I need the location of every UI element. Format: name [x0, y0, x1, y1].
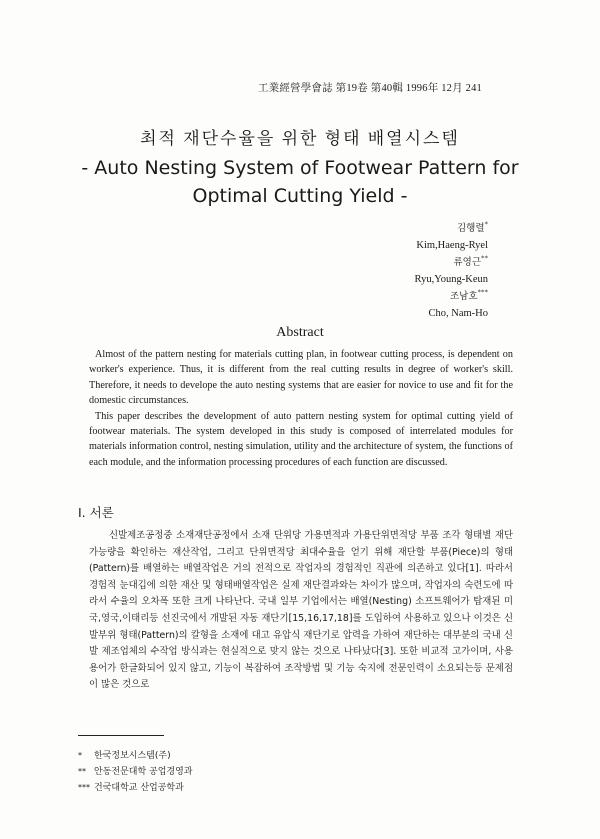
- author-2: [415, 254, 488, 288]
- footnote-divider: [78, 735, 164, 736]
- author-1-name-ko: 김행렬: [456, 223, 485, 234]
- footnote-3-text: 건국대학교 산업공학과: [94, 783, 184, 793]
- footnotes: [78, 748, 193, 796]
- abstract-paragraph: Almost of the pattern nesting for materials cutting plan, in footwear cutting process, is dependent on worker's experience. Thus, it is different from the real cutting results in degree of worker's skill. Therefore, it needs to develope the auto nesting systems that are easier for novice to use and fit for the domestic circumstances.: [89, 349, 513, 407]
- title-korean: 최적 재단수율을 위한 형태 배열시스템: [140, 129, 460, 148]
- footnote-1-text: 한국정보시스템(주): [94, 751, 171, 761]
- footnote-2-text: 안동전문대학 공업경영과: [94, 767, 193, 777]
- author-3-name-ko: 조남호: [449, 291, 478, 302]
- author-1: [415, 220, 488, 254]
- author-3-name-en: Cho, Nam-Ho: [428, 308, 488, 319]
- body-paragraph: 신발제조공정중 소재재단공정에서 소재 단위당 가용면적과 가용단위면적당 부품 조각 형태별 재단가능량을 확인하는 재산작업, 그리고 단위면적당 최대수율을 얻기 위해 재단할 부품(Piece)의 형태(Pattern)를 배열하는 배열작업은 거의 전적으로 작업자의 경험적인 직관에 의존하고 있다[1]. 따라서 경험적 눈대깁에 의한 재산 및 형태배열작업은 실제 재단결과와는 차이가 많으며, 작업자의 숙련도에 따라서 수율의 오차폭 또한 크게 나타난다. 국내 일부 기업에서는 배열(Nesting) 소프트웨어가 탑재된 미국,영국,이태리등 선진국에서 개발된 자동 재단기[15,16,17,18]를 도입하여 사용하고 있으나 이것은 신발부위 형태(Pattern)의 칼형을 소재에 대고 유압식 재단기로 압력을 가하여 재단하는 대부분의 국내 신발 제조업체의 수작업 방식과는 현실적으로 맞지 않는 것으로 나타났다[3]. 또한 비교적 고가이며, 사용용어가 한글화되어 있지 않고, 기능이 복잡하여 조작방법 및 기능 숙지에 전문인력이 소요되는등 문제점이 많은 것으로: [89, 530, 513, 691]
- section-body: [89, 528, 513, 694]
- section-heading-introduction: Ⅰ. 서론: [78, 505, 114, 520]
- title-english-line2: Optimal Cutting Yield -: [192, 185, 408, 207]
- footnote-2-mark: **: [78, 767, 86, 776]
- author-1-mark: *: [484, 220, 488, 229]
- author-2-mark: **: [481, 254, 488, 263]
- footnote-2: [78, 764, 193, 780]
- footnote-3: [78, 780, 193, 796]
- title-block: [0, 124, 600, 210]
- abstract-body: [89, 347, 513, 470]
- author-2-name-en: Ryu,Young-Keun: [414, 274, 488, 285]
- author-3: [415, 288, 488, 322]
- author-2-name-ko: 류영근: [453, 257, 481, 268]
- title-english-line1: - Auto Nesting System of Footwear Pattern for: [81, 157, 519, 179]
- author-list: [415, 220, 488, 322]
- abstract-paragraph: This paper describes the development of auto pattern nesting system for optimal cutting yield of footwear materials. The system developed in this study is composed of interrelated modules for materials information control, nesting simulation, utility and the architecture of system, the functions of each module, and the information processing procedures of each function are discussed.: [89, 410, 513, 468]
- author-3-mark: ***: [477, 288, 488, 297]
- abstract-heading: Abstract: [276, 325, 324, 340]
- footnote-1-mark: *: [78, 751, 82, 760]
- footnote-3-mark: ***: [78, 783, 90, 792]
- running-header: 工業經營學會誌 第19卷 第40輯 1996年 12月 241: [257, 83, 482, 94]
- author-1-name-en: Kim,Haeng-Ryel: [416, 240, 488, 251]
- footnote-1: [78, 748, 193, 764]
